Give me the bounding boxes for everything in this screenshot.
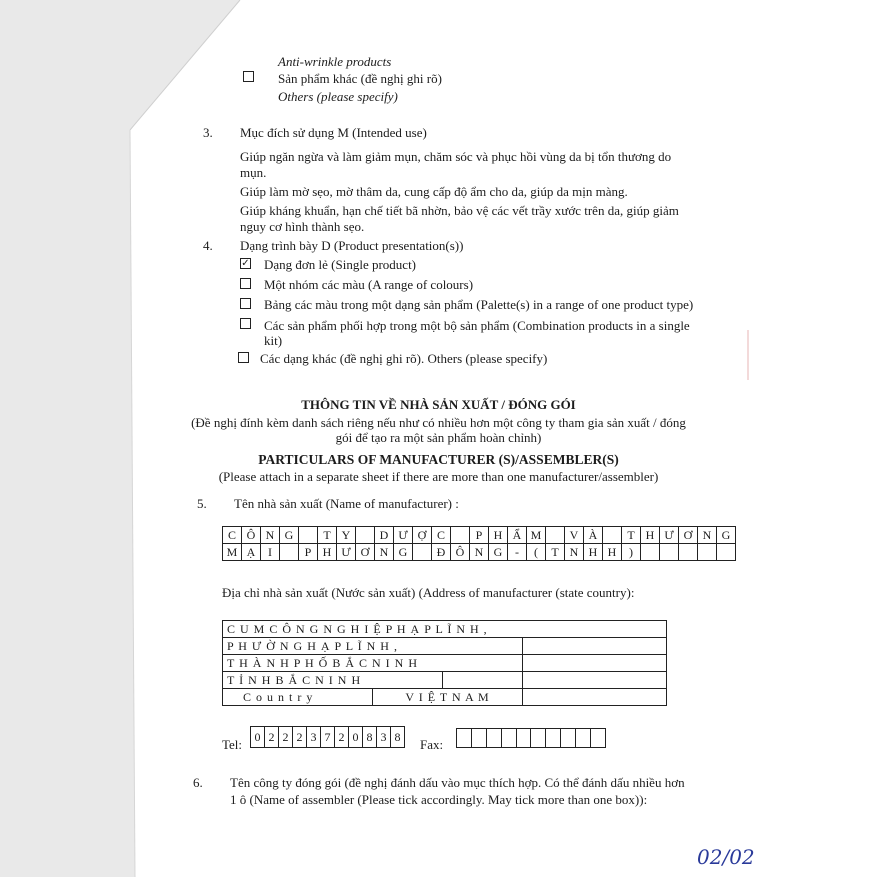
name-grid-cell: - xyxy=(508,544,527,561)
name-grid-cell: T xyxy=(318,527,337,544)
name-grid-cell: Đ xyxy=(432,544,451,561)
fax-label: Fax: xyxy=(420,737,444,752)
fax-digit-cell[interactable] xyxy=(576,729,591,748)
assembler-label: 1 ô (Name of assembler (Please tick accordingly. May tick more than one box)): xyxy=(230,792,648,807)
grid-cell xyxy=(443,672,523,689)
name-grid-cell: G xyxy=(280,527,299,544)
name-grid-cell: M xyxy=(223,544,242,561)
name-grid-cell: C xyxy=(432,527,451,544)
grid-cell xyxy=(523,638,667,655)
name-grid-cell: Ẩ xyxy=(508,527,527,544)
tel-digit-cell: 0 xyxy=(349,727,363,748)
name-grid-cell: Ợ xyxy=(413,527,432,544)
name-grid-cell: Ạ xyxy=(242,544,261,561)
name-grid-cell xyxy=(546,527,565,544)
name-grid-cell xyxy=(698,544,717,561)
tel-digit-cell: 8 xyxy=(363,727,377,748)
tel-digit-cell: 2 xyxy=(293,727,307,748)
fax-digit-cell[interactable] xyxy=(486,729,501,748)
manufacturer-address-label: Địa chỉ nhà sản xuất (Nước sản xuất) (Address of manufacturer (state country): xyxy=(222,585,635,600)
name-grid-cell: Ư xyxy=(394,527,413,544)
intended-use-line: Giúp làm mờ sẹo, mờ thâm da, cung cấp độ ẩm cho da, giúp da mịn màng. xyxy=(240,184,628,199)
manufacturer-heading-en: PARTICULARS OF MANUFACTURER (S)/ASSEMBLER(S) xyxy=(258,452,619,467)
intended-use-line: Giúp ngăn ngừa và làm giảm mụn, chăm sóc và phục hồi vùng da bị tổn thương do xyxy=(240,149,672,164)
name-grid-cell: G xyxy=(394,544,413,561)
manufacturer-note-vi: (Đề nghị đính kèm danh sách riêng nếu như có nhiều hơn một công ty tham gia sản xuất / đóng xyxy=(191,415,686,430)
fax-digit-cell[interactable] xyxy=(531,729,546,748)
fax-digit-cell[interactable] xyxy=(561,729,576,748)
palette-checkbox[interactable] xyxy=(240,298,251,309)
tel-digit-cell: 8 xyxy=(391,727,405,748)
fax-digit-cell[interactable] xyxy=(591,729,606,748)
country-value: V I Ệ T N A M xyxy=(373,689,523,706)
other-forms-checkbox[interactable] xyxy=(238,352,249,363)
others-specify-label: Others (please specify) xyxy=(278,89,398,104)
tel-grid xyxy=(250,726,405,748)
fax-digit-cell[interactable] xyxy=(471,729,486,748)
name-grid-cell xyxy=(451,527,470,544)
handwritten-page-number: 02/02 xyxy=(697,845,755,869)
name-grid-cell: Ư xyxy=(660,527,679,544)
intended-use-line: nguy cơ hình thành sẹo. xyxy=(240,219,365,234)
name-grid-cell xyxy=(717,544,736,561)
grid-cell xyxy=(523,689,667,706)
product-presentation-title: Dạng trình bày D (Product presentation(s)) xyxy=(240,238,464,253)
manufacturer-address-grid xyxy=(222,620,667,706)
name-grid-cell: H xyxy=(318,544,337,561)
section5-number: 5. xyxy=(197,496,207,511)
grid-cell xyxy=(523,672,667,689)
intended-use-line: mụn. xyxy=(240,165,267,180)
name-grid-cell: N xyxy=(470,544,489,561)
name-grid-cell: Ơ xyxy=(679,527,698,544)
section3-number: 3. xyxy=(203,125,213,140)
tel-digit-cell: 0 xyxy=(251,727,265,748)
name-grid-cell: ) xyxy=(622,544,641,561)
assembler-label: Tên công ty đóng gói (đề nghị đánh dấu vào mục thích hợp. Có thể đánh dấu nhiều hơn xyxy=(230,775,685,790)
name-grid-cell: G xyxy=(489,544,508,561)
single-product-label: Dạng đơn lẻ (Single product) xyxy=(264,257,417,272)
name-grid-cell: Ư xyxy=(337,544,356,561)
tel-digit-cell: 3 xyxy=(377,727,391,748)
range-of-colours-checkbox[interactable] xyxy=(240,278,251,289)
combination-kit-label: Các sản phẩm phối hợp trong một bộ sản phẩm (Combination products in a single xyxy=(264,318,690,333)
name-grid-cell xyxy=(679,544,698,561)
range-of-colours-label: Một nhóm các màu (A range of colours) xyxy=(264,277,474,292)
anti-wrinkle-label: Anti-wrinkle products xyxy=(278,54,392,69)
combination-kit-label-cont: kit) xyxy=(264,333,283,348)
name-grid-cell: N xyxy=(565,544,584,561)
palette-label: Bảng các màu trong một dạng sản phẩm (Palette(s) in a range of one product type) xyxy=(264,297,694,312)
fax-digit-cell[interactable] xyxy=(457,729,472,748)
manufacturer-heading-vi: THÔNG TIN VỀ NHÀ SẢN XUẤT / ĐÓNG GÓI xyxy=(301,397,576,412)
name-grid-cell: H xyxy=(603,544,622,561)
tel-label: Tel: xyxy=(222,737,243,752)
name-grid-cell: À xyxy=(584,527,603,544)
tel-digit-cell: 7 xyxy=(321,727,335,748)
country-label: C o u n t r y xyxy=(223,689,373,706)
address-row: P H Ư Ờ N G H Ạ P L Ĩ N H , xyxy=(223,638,523,655)
section4-number: 4. xyxy=(203,238,213,253)
tel-digit-cell: 3 xyxy=(307,727,321,748)
manufacturer-note-en: (Please attach in a separate sheet if there are more than one manufacturer/assembler) xyxy=(218,469,659,484)
name-grid-cell: I xyxy=(261,544,280,561)
fax-digit-cell[interactable] xyxy=(546,729,561,748)
address-row: T H À N H P H Ố B Ắ C N I N H xyxy=(223,655,523,672)
intended-use-line: Giúp kháng khuẩn, hạn chế tiết bã nhờn, bảo vệ các vết trầy xước trên da, giúp giảm xyxy=(240,203,679,218)
single-product-checkbox[interactable]: ✓ xyxy=(241,258,250,269)
name-grid-cell xyxy=(641,544,660,561)
other-forms-label: Các dạng khác (đề nghị ghi rõ). Others (please specify) xyxy=(260,351,548,366)
name-grid-cell: H xyxy=(584,544,603,561)
name-grid-cell: N xyxy=(375,544,394,561)
name-grid-cell: H xyxy=(489,527,508,544)
name-grid-cell: D xyxy=(375,527,394,544)
grid-cell xyxy=(523,655,667,672)
name-grid-cell: N xyxy=(261,527,280,544)
fax-digit-cell[interactable] xyxy=(501,729,516,748)
name-grid-cell xyxy=(660,544,679,561)
tel-digit-cell: 2 xyxy=(335,727,349,748)
name-grid-cell xyxy=(413,544,432,561)
name-grid-cell: M xyxy=(527,527,546,544)
name-grid-cell: ( xyxy=(527,544,546,561)
name-grid-cell xyxy=(356,527,375,544)
name-grid-cell xyxy=(299,527,318,544)
manufacturer-name-label: Tên nhà sản xuất (Name of manufacturer) : xyxy=(234,496,459,511)
fax-grid[interactable] xyxy=(456,728,606,748)
name-grid-cell xyxy=(280,544,299,561)
name-grid-cell: T xyxy=(546,544,565,561)
name-grid-cell: H xyxy=(641,527,660,544)
name-grid-cell: Ô xyxy=(451,544,470,561)
fax-digit-cell[interactable] xyxy=(516,729,531,748)
name-grid-cell xyxy=(603,527,622,544)
manufacturer-name-grid xyxy=(222,526,736,561)
other-products-label: Sản phẩm khác (đề nghị ghi rõ) xyxy=(278,71,442,86)
intended-use-title: Mục đích sử dụng M (Intended use) xyxy=(240,125,427,140)
name-grid-cell: Ơ xyxy=(356,544,375,561)
name-grid-cell: G xyxy=(717,527,736,544)
name-grid-cell: P xyxy=(299,544,318,561)
tel-digit-cell: 2 xyxy=(279,727,293,748)
name-grid-cell: V xyxy=(565,527,584,544)
tel-digit-cell: 2 xyxy=(265,727,279,748)
other-products-checkbox[interactable] xyxy=(243,71,254,82)
name-grid-cell: T xyxy=(622,527,641,544)
name-grid-cell: P xyxy=(470,527,489,544)
manufacturer-note-vi: gói để tạo ra một sản phẩm hoàn chỉnh) xyxy=(335,430,542,445)
name-grid-cell: N xyxy=(698,527,717,544)
name-grid-cell: C xyxy=(223,527,242,544)
address-row: C U M C Ô N G N G H I Ệ P H Ạ P L Ĩ N H , xyxy=(223,621,667,638)
name-grid-cell: Ô xyxy=(242,527,261,544)
combination-kit-checkbox[interactable] xyxy=(240,318,251,329)
name-grid-cell: Y xyxy=(337,527,356,544)
address-row: T Ỉ N H B Ắ C N I N H xyxy=(223,672,443,689)
section6-number: 6. xyxy=(193,775,203,790)
